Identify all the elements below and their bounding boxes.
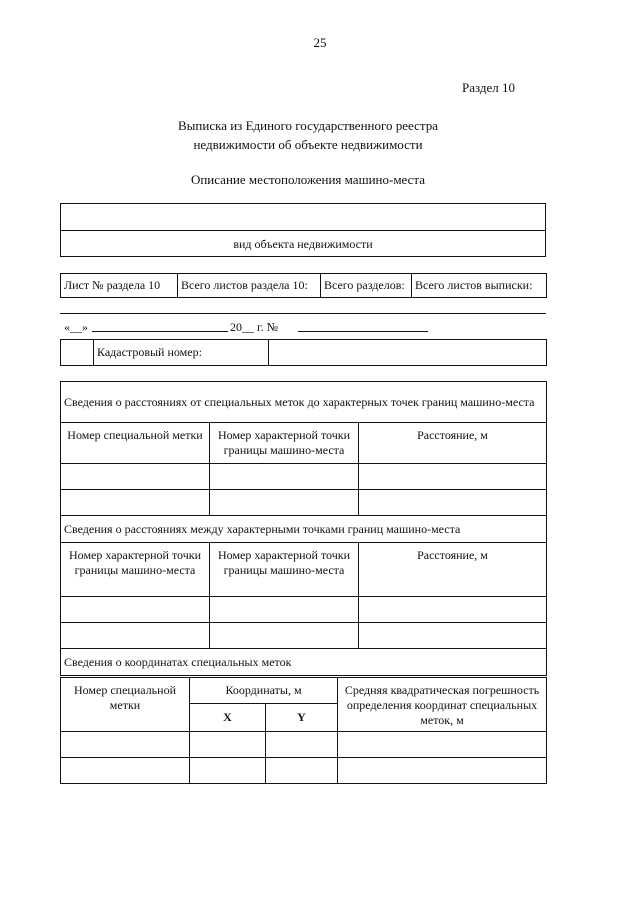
header-coord-error: Средняя квадратическая погрешность определения координат специальных меток, м: [338, 678, 547, 732]
total-sections-label: Всего разделов:: [321, 274, 412, 298]
object-type-label: вид объекта недвижимости: [233, 237, 373, 251]
table-cell: [190, 732, 266, 758]
coordinates-table: [60, 677, 547, 784]
date-blank-2: [298, 331, 428, 332]
table-cell: [61, 623, 210, 649]
coordinates-caption: Сведения о координатах специальных меток: [61, 649, 547, 676]
sheet-number-label: Лист № раздела 10: [61, 274, 178, 298]
header-coordinates: Координаты, м: [190, 678, 338, 704]
header-distance: Расстояние, м: [359, 423, 547, 464]
table-cell: [61, 732, 190, 758]
date-line: [64, 320, 544, 336]
table-cell: [359, 464, 547, 490]
header-x: X: [190, 704, 266, 732]
header-mark-number: Номер специальной метки: [61, 423, 210, 464]
distances-points-caption: Сведения о расстояниях между характерными точками границ машино-места: [61, 516, 547, 543]
sheet-info-row: [60, 273, 547, 298]
header-point-number-to: Номер характерной точки границы машино-места: [210, 543, 359, 597]
table-cell: [61, 758, 190, 784]
table-cell: [359, 490, 547, 516]
cadastral-label: Кадастровый номер:: [94, 340, 269, 366]
table-cell: [210, 597, 359, 623]
table-cell: [61, 490, 210, 516]
title-line-2: недвижимости об объекте недвижимости: [193, 137, 423, 152]
table-cell: [210, 623, 359, 649]
date-year-number: 20__ г. №: [230, 320, 279, 334]
table-cell: [266, 732, 338, 758]
page-number: 25: [313, 35, 327, 50]
distances-marks-caption: Сведения о расстояниях от специальных меток до характерных точек границ машино-места: [61, 382, 547, 423]
table-cell: [359, 597, 547, 623]
distances-marks-table: [60, 381, 547, 676]
total-sheets-section-label: Всего листов раздела 10:: [178, 274, 321, 298]
document-subtitle: Описание местоположения машино-места: [190, 172, 426, 187]
table-cell: [61, 464, 210, 490]
table-cell: [338, 732, 547, 758]
table-cell: [359, 623, 547, 649]
section-label: Раздел 10: [462, 80, 516, 95]
cadastral-empty-cell: [61, 340, 94, 366]
cadastral-value: [269, 340, 547, 366]
header-distance-2: Расстояние, м: [359, 543, 547, 597]
header-y: Y: [266, 704, 338, 732]
header-point-number: Номер характерной точки границы машино-места: [210, 423, 359, 464]
table-cell: [266, 758, 338, 784]
object-type-box: [60, 203, 546, 257]
table-cell: [338, 758, 547, 784]
table-cell: [190, 758, 266, 784]
table-cell: [61, 597, 210, 623]
table-cell: [210, 490, 359, 516]
date-quote: «__»: [64, 320, 88, 334]
total-sheets-extract-label: Всего листов выписки:: [412, 274, 547, 298]
title-line-1: Выписка из Единого государственного реестра: [178, 118, 438, 133]
cadastral-row: [60, 339, 547, 366]
header-mark-number-3: Номер специальной метки: [61, 678, 190, 732]
header-point-number-from: Номер характерной точки границы машино-места: [61, 543, 210, 597]
date-blank-1: [92, 331, 228, 332]
table-cell: [210, 464, 359, 490]
document-title: [100, 116, 516, 154]
